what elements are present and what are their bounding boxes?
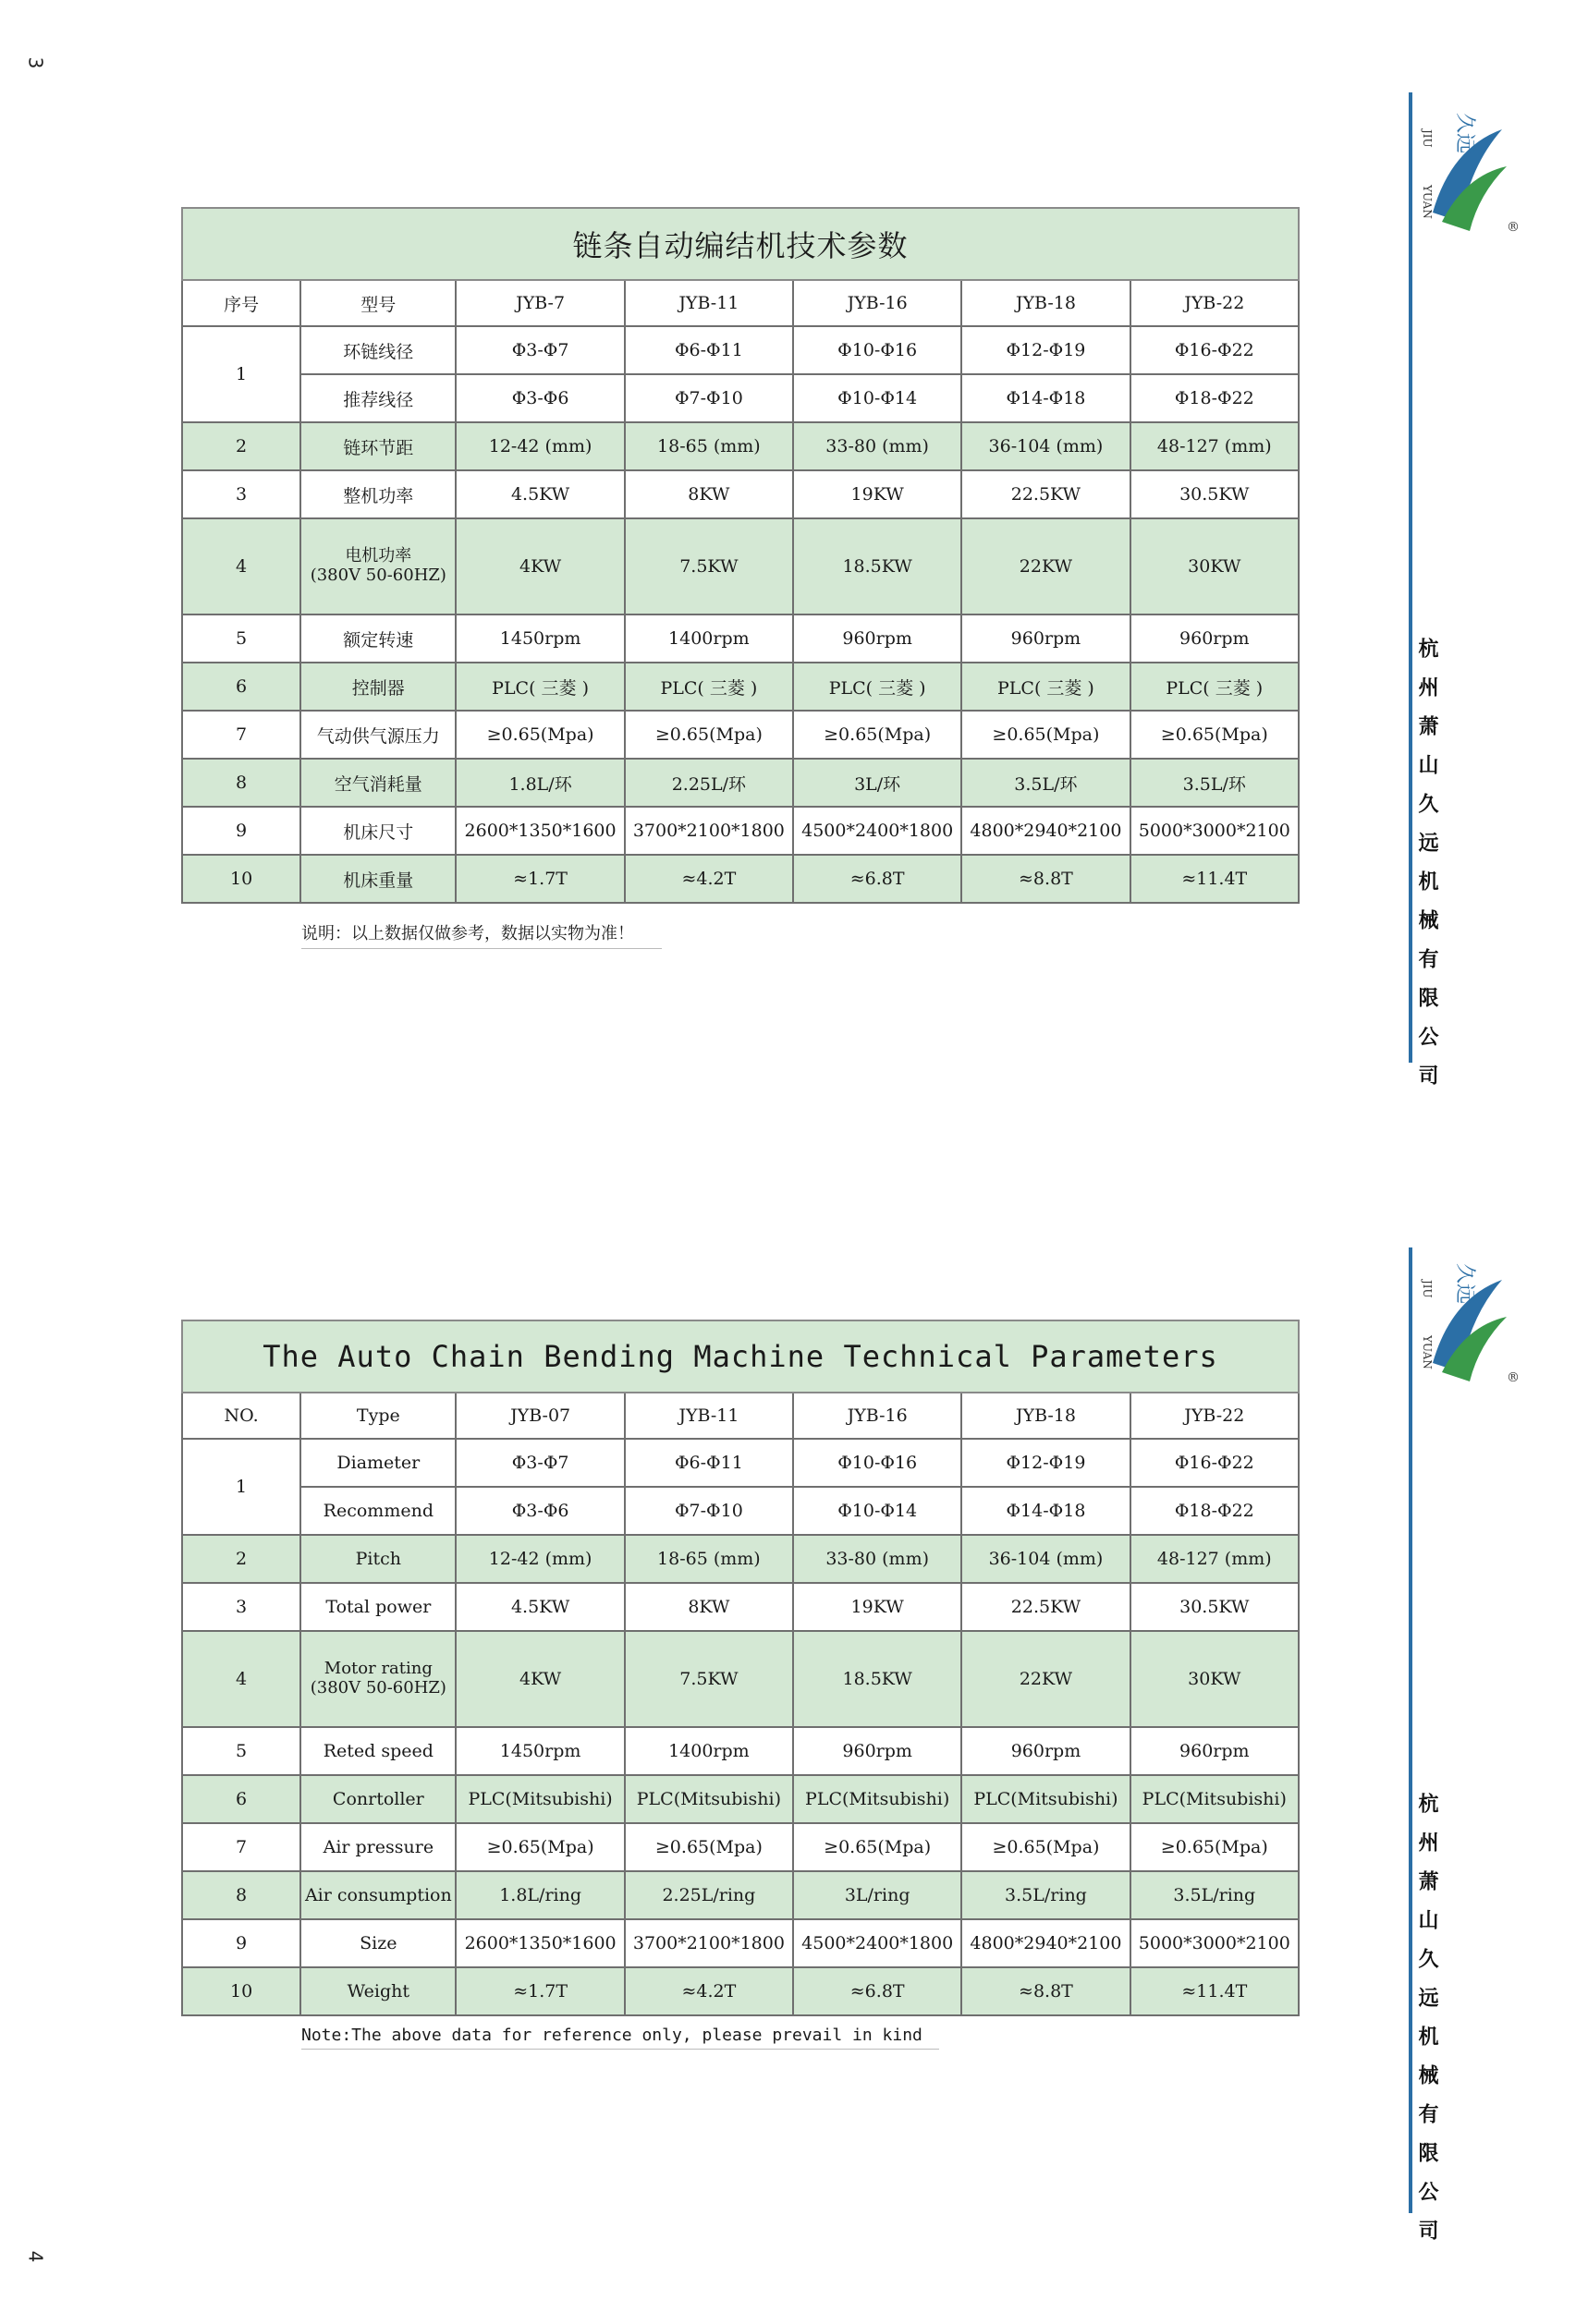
value-cell: 960rpm bbox=[961, 614, 1130, 663]
table-row bbox=[182, 1439, 1299, 1487]
value-cell: 33-80 (mm) bbox=[793, 422, 961, 470]
value-cell: PLC( 三菱 ) bbox=[1130, 663, 1299, 711]
value-cell: 7.5KW bbox=[625, 1631, 793, 1727]
table-row bbox=[182, 855, 1299, 903]
value-cell: PLC(Mitsubishi) bbox=[1130, 1775, 1299, 1823]
row-label-cell: 机床尺寸 bbox=[300, 807, 456, 855]
value-cell: 4500*2400*1800 bbox=[793, 807, 961, 855]
row-label-cell: Diameter bbox=[300, 1439, 456, 1487]
value-cell: 22.5KW bbox=[961, 470, 1130, 518]
row-label-cell: Recommend bbox=[300, 1487, 456, 1535]
value-cell: ≥0.65(Mpa) bbox=[1130, 1823, 1299, 1871]
value-cell: ≈11.4T bbox=[1130, 1967, 1299, 2015]
header-cell: JYB-22 bbox=[1130, 1393, 1299, 1439]
value-cell: Φ6-Φ11 bbox=[625, 1439, 793, 1487]
table-row bbox=[182, 711, 1299, 759]
value-cell: 1450rpm bbox=[456, 614, 624, 663]
value-cell: PLC(Mitsubishi) bbox=[793, 1775, 961, 1823]
header-cell: JYB-18 bbox=[961, 280, 1130, 326]
value-cell: 22KW bbox=[961, 1631, 1130, 1727]
value-cell: 12-42 (mm) bbox=[456, 422, 624, 470]
value-cell: PLC( 三菱 ) bbox=[961, 663, 1130, 711]
value-cell: 3.5L/环 bbox=[961, 759, 1130, 807]
page-number-top: 3 bbox=[24, 56, 47, 69]
table-row bbox=[182, 1871, 1299, 1919]
logo-registered: ® bbox=[1507, 220, 1520, 235]
value-cell: ≥0.65(Mpa) bbox=[625, 1823, 793, 1871]
value-cell: ≈1.7T bbox=[456, 1967, 624, 2015]
table-row bbox=[182, 1919, 1299, 1967]
row-number-cell: 2 bbox=[182, 422, 300, 470]
spec-table-chinese bbox=[181, 207, 1300, 904]
row-number-cell: 4 bbox=[182, 518, 300, 614]
value-cell: 18-65 (mm) bbox=[625, 1535, 793, 1583]
logo-text-bottom: YUAN bbox=[1421, 185, 1434, 219]
header-cell: JYB-16 bbox=[793, 280, 961, 326]
row-label-cell: Air pressure bbox=[300, 1823, 456, 1871]
value-cell: 8KW bbox=[625, 1583, 793, 1631]
value-cell: 3.5L/ring bbox=[1130, 1871, 1299, 1919]
row-number-cell: 10 bbox=[182, 1967, 300, 2015]
header-cell: JYB-11 bbox=[625, 1393, 793, 1439]
page-number-bottom: 4 bbox=[24, 2250, 47, 2263]
value-cell: Φ7-Φ10 bbox=[625, 374, 793, 422]
spec-table-english bbox=[181, 1320, 1300, 2016]
row-label-cell: 额定转速 bbox=[300, 614, 456, 663]
header-cell: JYB-22 bbox=[1130, 280, 1299, 326]
row-label-cell: 推荐线径 bbox=[300, 374, 456, 422]
table-row bbox=[182, 422, 1299, 470]
value-cell: Φ10-Φ14 bbox=[793, 374, 961, 422]
row-label-cell: 链环节距 bbox=[300, 422, 456, 470]
value-cell: 1400rpm bbox=[625, 614, 793, 663]
row-label-cell: Conrtoller bbox=[300, 1775, 456, 1823]
value-cell: Φ10-Φ14 bbox=[793, 1487, 961, 1535]
header-cell: JYB-18 bbox=[961, 1393, 1130, 1439]
row-number-cell: 3 bbox=[182, 1583, 300, 1631]
table-title: The Auto Chain Bending Machine Technical Parameters bbox=[182, 1320, 1299, 1393]
row-label-line: 电机功率 bbox=[345, 546, 412, 566]
row-number-cell: 5 bbox=[182, 614, 300, 663]
value-cell: 4500*2400*1800 bbox=[793, 1919, 961, 1967]
row-number-cell: 9 bbox=[182, 1919, 300, 1967]
value-cell: ≈8.8T bbox=[961, 1967, 1130, 2015]
value-cell: 960rpm bbox=[793, 1727, 961, 1775]
table-row bbox=[182, 1535, 1299, 1583]
logo-registered: ® bbox=[1507, 1370, 1520, 1385]
value-cell: ≈8.8T bbox=[961, 855, 1130, 903]
value-cell: ≈4.2T bbox=[625, 1967, 793, 2015]
table-row bbox=[182, 1583, 1299, 1631]
value-cell: Φ16-Φ22 bbox=[1130, 1439, 1299, 1487]
header-cell: 型号 bbox=[300, 280, 456, 326]
value-cell: Φ6-Φ11 bbox=[625, 326, 793, 374]
value-cell: PLC(Mitsubishi) bbox=[456, 1775, 624, 1823]
value-cell: 4KW bbox=[456, 1631, 624, 1727]
row-label-cell: Size bbox=[300, 1919, 456, 1967]
value-cell: Φ14-Φ18 bbox=[961, 374, 1130, 422]
header-cell: JYB-11 bbox=[625, 280, 793, 326]
value-cell: 22KW bbox=[961, 518, 1130, 614]
value-cell: Φ3-Φ7 bbox=[456, 326, 624, 374]
logo-char: 久远 bbox=[1453, 113, 1476, 154]
value-cell: Φ3-Φ6 bbox=[456, 374, 624, 422]
row-label-cell: Pitch bbox=[300, 1535, 456, 1583]
value-cell: Φ7-Φ10 bbox=[625, 1487, 793, 1535]
header-cell: JYB-07 bbox=[456, 1393, 624, 1439]
table-row bbox=[182, 518, 1299, 614]
row-number-cell: 3 bbox=[182, 470, 300, 518]
company-logo-icon bbox=[1414, 92, 1525, 240]
table-header-row bbox=[182, 280, 1299, 326]
row-label-cell: 气动供气源压力 bbox=[300, 711, 456, 759]
header-cell: JYB-16 bbox=[793, 1393, 961, 1439]
value-cell: PLC( 三菱 ) bbox=[793, 663, 961, 711]
value-cell: 18.5KW bbox=[793, 1631, 961, 1727]
table-row bbox=[182, 1967, 1299, 2015]
value-cell: 1450rpm bbox=[456, 1727, 624, 1775]
row-label-line: Motor rating bbox=[324, 1659, 433, 1679]
table-body bbox=[182, 326, 1299, 903]
value-cell: ≥0.65(Mpa) bbox=[456, 711, 624, 759]
row-label-subline: (380V 50-60HZ) bbox=[310, 566, 446, 585]
table-note: 说明：以上数据仅做参考，数据以实物为准！ bbox=[301, 920, 662, 949]
row-label-cell: 环链线径 bbox=[300, 326, 456, 374]
table-header-row bbox=[182, 1393, 1299, 1439]
value-cell: ≥0.65(Mpa) bbox=[625, 711, 793, 759]
value-cell: Φ14-Φ18 bbox=[961, 1487, 1130, 1535]
table-row bbox=[182, 1775, 1299, 1823]
value-cell: Φ12-Φ19 bbox=[961, 1439, 1130, 1487]
value-cell: 1400rpm bbox=[625, 1727, 793, 1775]
header-cell: 序号 bbox=[182, 280, 300, 326]
table-row bbox=[182, 663, 1299, 711]
value-cell: ≥0.65(Mpa) bbox=[793, 1823, 961, 1871]
row-label-cell: 机床重量 bbox=[300, 855, 456, 903]
value-cell: 18-65 (mm) bbox=[625, 422, 793, 470]
value-cell: 36-104 (mm) bbox=[961, 422, 1130, 470]
row-number-cell: 10 bbox=[182, 855, 300, 903]
value-cell: 960rpm bbox=[961, 1727, 1130, 1775]
value-cell: PLC(Mitsubishi) bbox=[625, 1775, 793, 1823]
value-cell: 22.5KW bbox=[961, 1583, 1130, 1631]
table-row bbox=[182, 1487, 1299, 1535]
value-cell: ≥0.65(Mpa) bbox=[961, 711, 1130, 759]
value-cell: 12-42 (mm) bbox=[456, 1535, 624, 1583]
row-label-cell: Reted speed bbox=[300, 1727, 456, 1775]
row-label-cell: Weight bbox=[300, 1967, 456, 2015]
table-body bbox=[182, 1439, 1299, 2015]
row-number-cell: 7 bbox=[182, 1823, 300, 1871]
row-number-cell: 6 bbox=[182, 663, 300, 711]
value-cell: 960rpm bbox=[793, 614, 961, 663]
table-row bbox=[182, 807, 1299, 855]
value-cell: 30.5KW bbox=[1130, 470, 1299, 518]
value-cell: 30.5KW bbox=[1130, 1583, 1299, 1631]
row-number-cell: 8 bbox=[182, 1871, 300, 1919]
value-cell: Φ18-Φ22 bbox=[1130, 374, 1299, 422]
value-cell: 4.5KW bbox=[456, 1583, 624, 1631]
value-cell: 960rpm bbox=[1130, 614, 1299, 663]
value-cell: ≈1.7T bbox=[456, 855, 624, 903]
value-cell: 960rpm bbox=[1130, 1727, 1299, 1775]
value-cell: PLC(Mitsubishi) bbox=[961, 1775, 1130, 1823]
table-row bbox=[182, 470, 1299, 518]
value-cell: 1.8L/环 bbox=[456, 759, 624, 807]
company-name-vertical: 杭州萧山久远机械有限公司 bbox=[1415, 638, 1439, 1103]
value-cell: Φ18-Φ22 bbox=[1130, 1487, 1299, 1535]
value-cell: 2.25L/ring bbox=[625, 1871, 793, 1919]
table-note: Note:The above data for reference only, please prevail in kind bbox=[301, 2026, 939, 2050]
value-cell: 19KW bbox=[793, 470, 961, 518]
row-label-cell: 空气消耗量 bbox=[300, 759, 456, 807]
value-cell: ≥0.65(Mpa) bbox=[961, 1823, 1130, 1871]
value-cell: 2600*1350*1600 bbox=[456, 807, 624, 855]
row-label-cell: Total power bbox=[300, 1583, 456, 1631]
value-cell: 8KW bbox=[625, 470, 793, 518]
value-cell: PLC( 三菱 ) bbox=[456, 663, 624, 711]
value-cell: ≥0.65(Mpa) bbox=[456, 1823, 624, 1871]
company-name-vertical: 杭州萧山久远机械有限公司 bbox=[1415, 1793, 1439, 2258]
header-cell: NO. bbox=[182, 1393, 300, 1439]
value-cell: 4.5KW bbox=[456, 470, 624, 518]
header-cell: Type bbox=[300, 1393, 456, 1439]
value-cell: 30KW bbox=[1130, 518, 1299, 614]
value-cell: ≈6.8T bbox=[793, 855, 961, 903]
value-cell: 1.8L/ring bbox=[456, 1871, 624, 1919]
logo-char: 久远 bbox=[1453, 1263, 1476, 1305]
row-number-cell: 7 bbox=[182, 711, 300, 759]
row-number-cell: 2 bbox=[182, 1535, 300, 1583]
logo-text-bottom: YUAN bbox=[1421, 1335, 1434, 1369]
table-row bbox=[182, 326, 1299, 374]
value-cell: 48-127 (mm) bbox=[1130, 422, 1299, 470]
value-cell: 19KW bbox=[793, 1583, 961, 1631]
table-row bbox=[182, 1727, 1299, 1775]
row-number-cell: 5 bbox=[182, 1727, 300, 1775]
row-number-cell: 1 bbox=[182, 1439, 300, 1535]
table-row bbox=[182, 759, 1299, 807]
value-cell: 3700*2100*1800 bbox=[625, 807, 793, 855]
value-cell: Φ10-Φ16 bbox=[793, 326, 961, 374]
value-cell: ≈6.8T bbox=[793, 1967, 961, 2015]
value-cell: 5000*3000*2100 bbox=[1130, 1919, 1299, 1967]
value-cell: Φ3-Φ6 bbox=[456, 1487, 624, 1535]
table-row bbox=[182, 1823, 1299, 1871]
row-label-cell: 整机功率 bbox=[300, 470, 456, 518]
table-row bbox=[182, 1631, 1299, 1727]
row-label-subline: (380V 50-60HZ) bbox=[310, 1678, 446, 1697]
logo-text-top: JIU bbox=[1421, 1280, 1434, 1298]
value-cell: PLC( 三菱 ) bbox=[625, 663, 793, 711]
value-cell: ≈4.2T bbox=[625, 855, 793, 903]
row-label-cell bbox=[300, 518, 456, 614]
value-cell: 7.5KW bbox=[625, 518, 793, 614]
row-label-cell: 控制器 bbox=[300, 663, 456, 711]
table-row bbox=[182, 374, 1299, 422]
row-label-cell: Air consumption bbox=[300, 1871, 456, 1919]
value-cell: 5000*3000*2100 bbox=[1130, 807, 1299, 855]
row-number-cell: 6 bbox=[182, 1775, 300, 1823]
value-cell: 3.5L/ring bbox=[961, 1871, 1130, 1919]
value-cell: ≥0.65(Mpa) bbox=[1130, 711, 1299, 759]
table-row bbox=[182, 614, 1299, 663]
value-cell: 36-104 (mm) bbox=[961, 1535, 1130, 1583]
value-cell: 48-127 (mm) bbox=[1130, 1535, 1299, 1583]
company-logo-icon bbox=[1414, 1243, 1525, 1391]
value-cell: 2.25L/环 bbox=[625, 759, 793, 807]
value-cell: 4800*2940*2100 bbox=[961, 1919, 1130, 1967]
row-label-cell bbox=[300, 1631, 456, 1727]
value-cell: Φ16-Φ22 bbox=[1130, 326, 1299, 374]
value-cell: 3L/环 bbox=[793, 759, 961, 807]
table-title: 链条自动编结机技术参数 bbox=[182, 208, 1299, 280]
value-cell: 3700*2100*1800 bbox=[625, 1919, 793, 1967]
value-cell: 3.5L/环 bbox=[1130, 759, 1299, 807]
value-cell: 30KW bbox=[1130, 1631, 1299, 1727]
value-cell: Φ3-Φ7 bbox=[456, 1439, 624, 1487]
value-cell: ≥0.65(Mpa) bbox=[793, 711, 961, 759]
row-number-cell: 1 bbox=[182, 326, 300, 422]
row-number-cell: 4 bbox=[182, 1631, 300, 1727]
value-cell: ≈11.4T bbox=[1130, 855, 1299, 903]
row-number-cell: 9 bbox=[182, 807, 300, 855]
value-cell: 2600*1350*1600 bbox=[456, 1919, 624, 1967]
logo-text-top: JIU bbox=[1421, 129, 1434, 148]
value-cell: 3L/ring bbox=[793, 1871, 961, 1919]
value-cell: 33-80 (mm) bbox=[793, 1535, 961, 1583]
header-cell: JYB-7 bbox=[456, 280, 624, 326]
value-cell: Φ12-Φ19 bbox=[961, 326, 1130, 374]
row-number-cell: 8 bbox=[182, 759, 300, 807]
value-cell: 4KW bbox=[456, 518, 624, 614]
value-cell: 18.5KW bbox=[793, 518, 961, 614]
value-cell: Φ10-Φ16 bbox=[793, 1439, 961, 1487]
value-cell: 4800*2940*2100 bbox=[961, 807, 1130, 855]
